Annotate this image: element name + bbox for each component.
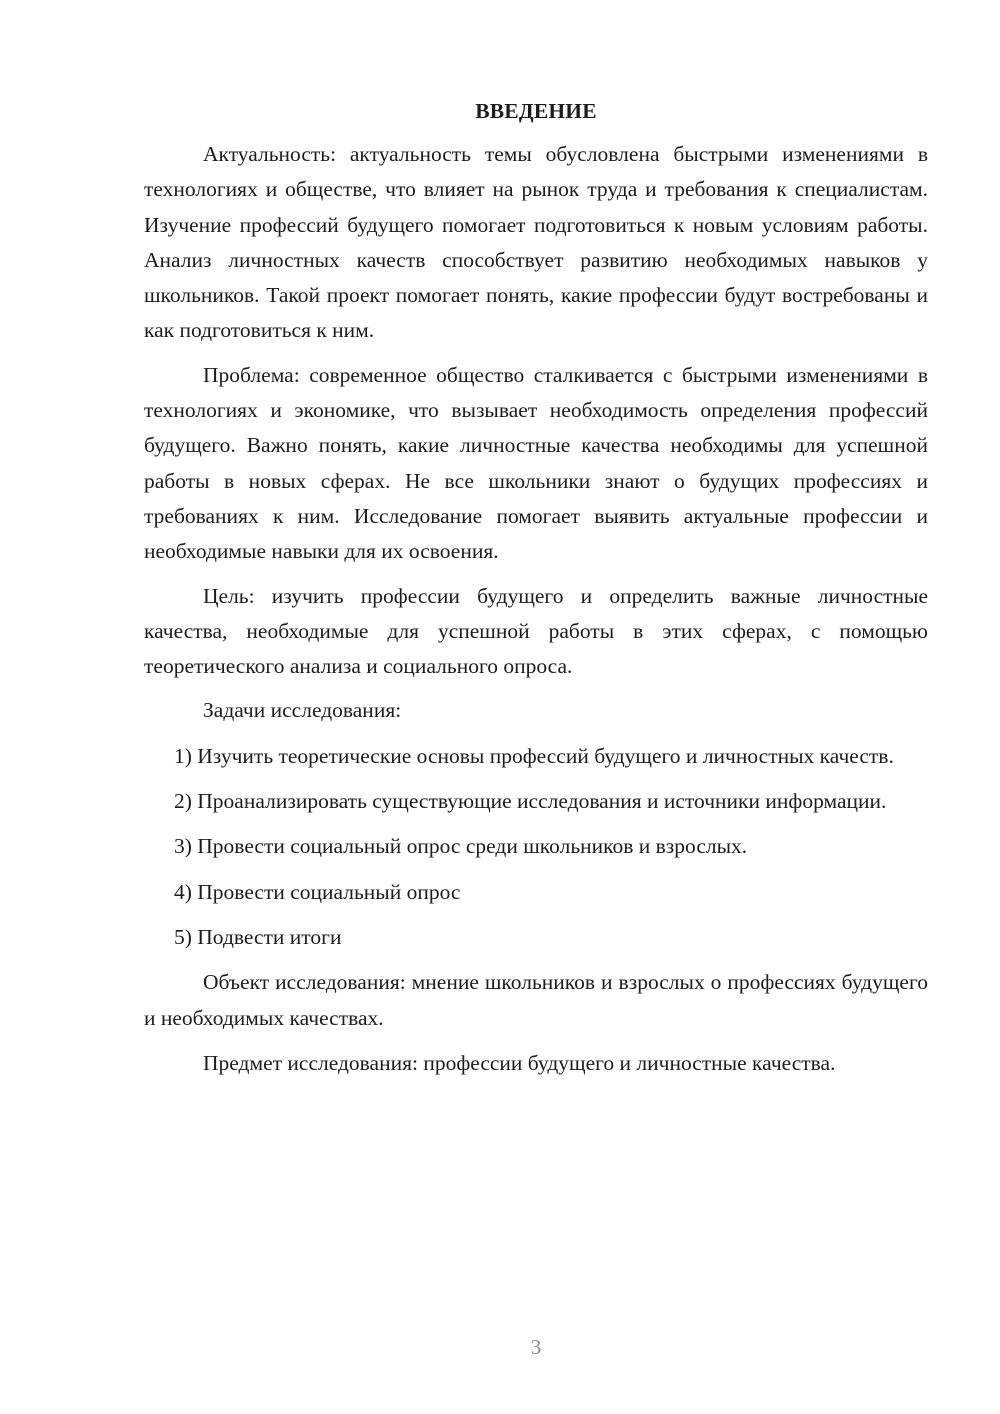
- tasks-heading: Задачи исследования:: [203, 698, 402, 723]
- page-content: [144, 95, 928, 1081]
- paragraph-goal: Цель: изучить профессии будущего и определить важные личностные качества, необходимые для успешной работы в этих сферах, с помощью теоретического анализа и социального опроса.: [144, 583, 928, 679]
- list-item-task-3: 3) Провести социальный опрос среди школьников и взрослых.: [174, 834, 748, 859]
- paragraph-object: Объект исследования: мнение школьников и взрослых о профессиях будущего и необходимых качествах.: [144, 970, 928, 1030]
- list-item-task-5: 5) Подвести итоги: [174, 924, 342, 949]
- paragraph-subject: Предмет исследования: профессии будущего и личностные качества.: [203, 1050, 836, 1075]
- list-item-task-2: 2) Проанализировать существующие исследования и источники информации.: [174, 789, 887, 814]
- paragraph-problem: Проблема: современное общество сталкивается с быстрыми изменениями в технологиях и экономике, что вызывает необходимость определения профессий будущего. Важно понять, какие личностные качества необходимы для успешной работы в новых сферах. Не все школьники знают о будущих профессиях и требованиях к ним. Исследование помогает выявить актуальные профессии и необходимые навыки для их освоения.: [144, 362, 928, 564]
- list-item-task-1: 1) Изучить теоретические основы профессий будущего и личностных качеств.: [174, 743, 894, 768]
- page-title: ВВЕДЕНИЕ: [475, 99, 597, 123]
- list-item-task-4: 4) Провести социальный опрос: [174, 879, 461, 904]
- page-number: 3: [530, 1335, 542, 1359]
- paragraph-relevance: Актуальность: актуальность темы обусловлена быстрыми изменениями в технологиях и обществе, что влияет на рынок труда и требования к специалистам. Изучение профессий будущего помогает подготовиться к новым условиям работы. Анализ личностных качеств способствует развитию необходимых навыков у школьников. Такой проект помогает понять, какие профессии будут востребованы и как подготовиться к ним.: [144, 142, 928, 343]
